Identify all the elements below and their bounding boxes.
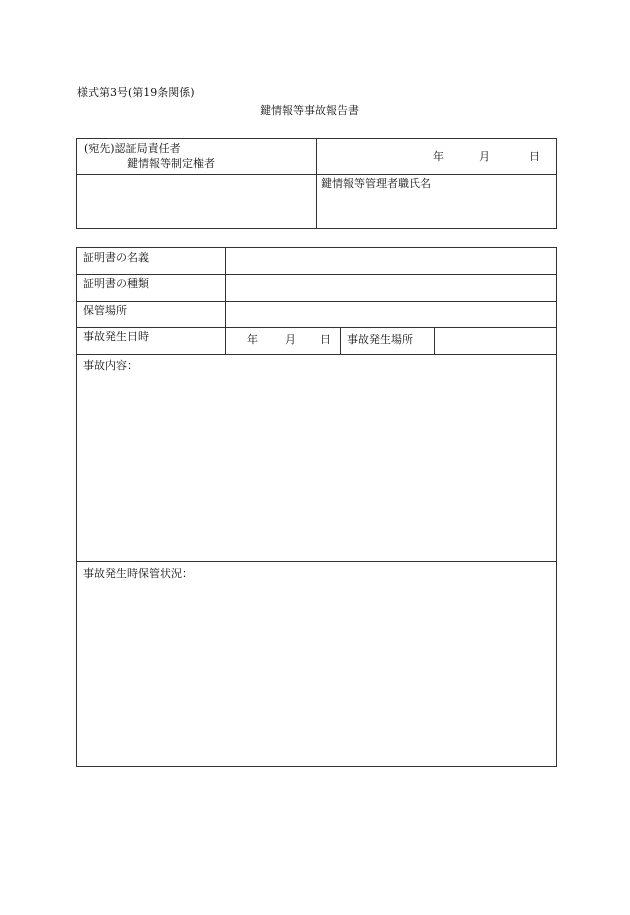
date-month: 月 (479, 150, 490, 163)
incident-datetime-label: 事故発生日時 (83, 330, 149, 343)
document-title: 鍵情報等事故報告書 (260, 104, 359, 117)
form-number: 様式第3号(第19条関係) (77, 86, 195, 99)
incident-content-label: 事故内容： (83, 359, 138, 372)
addressee-line2: 鍵情報等制定権者 (127, 157, 215, 170)
date-year: 年 (433, 150, 444, 163)
details-table (76, 247, 557, 767)
incident-place-label: 事故発生場所 (347, 333, 413, 346)
cert-name-label: 証明書の名義 (83, 251, 149, 264)
incident-month: 月 (285, 333, 296, 346)
date-day: 日 (529, 150, 540, 163)
addressee-line1: (宛先)認証局責任者 (84, 142, 181, 155)
incident-year: 年 (247, 333, 258, 346)
incident-day: 日 (320, 333, 331, 346)
storage-status-label: 事故発生時保管状況： (83, 567, 193, 580)
cert-type-label: 証明書の種類 (83, 277, 149, 290)
manager-name-label: 鍵情報等管理者職氏名 (321, 177, 431, 190)
storage-label: 保管場所 (83, 304, 127, 317)
